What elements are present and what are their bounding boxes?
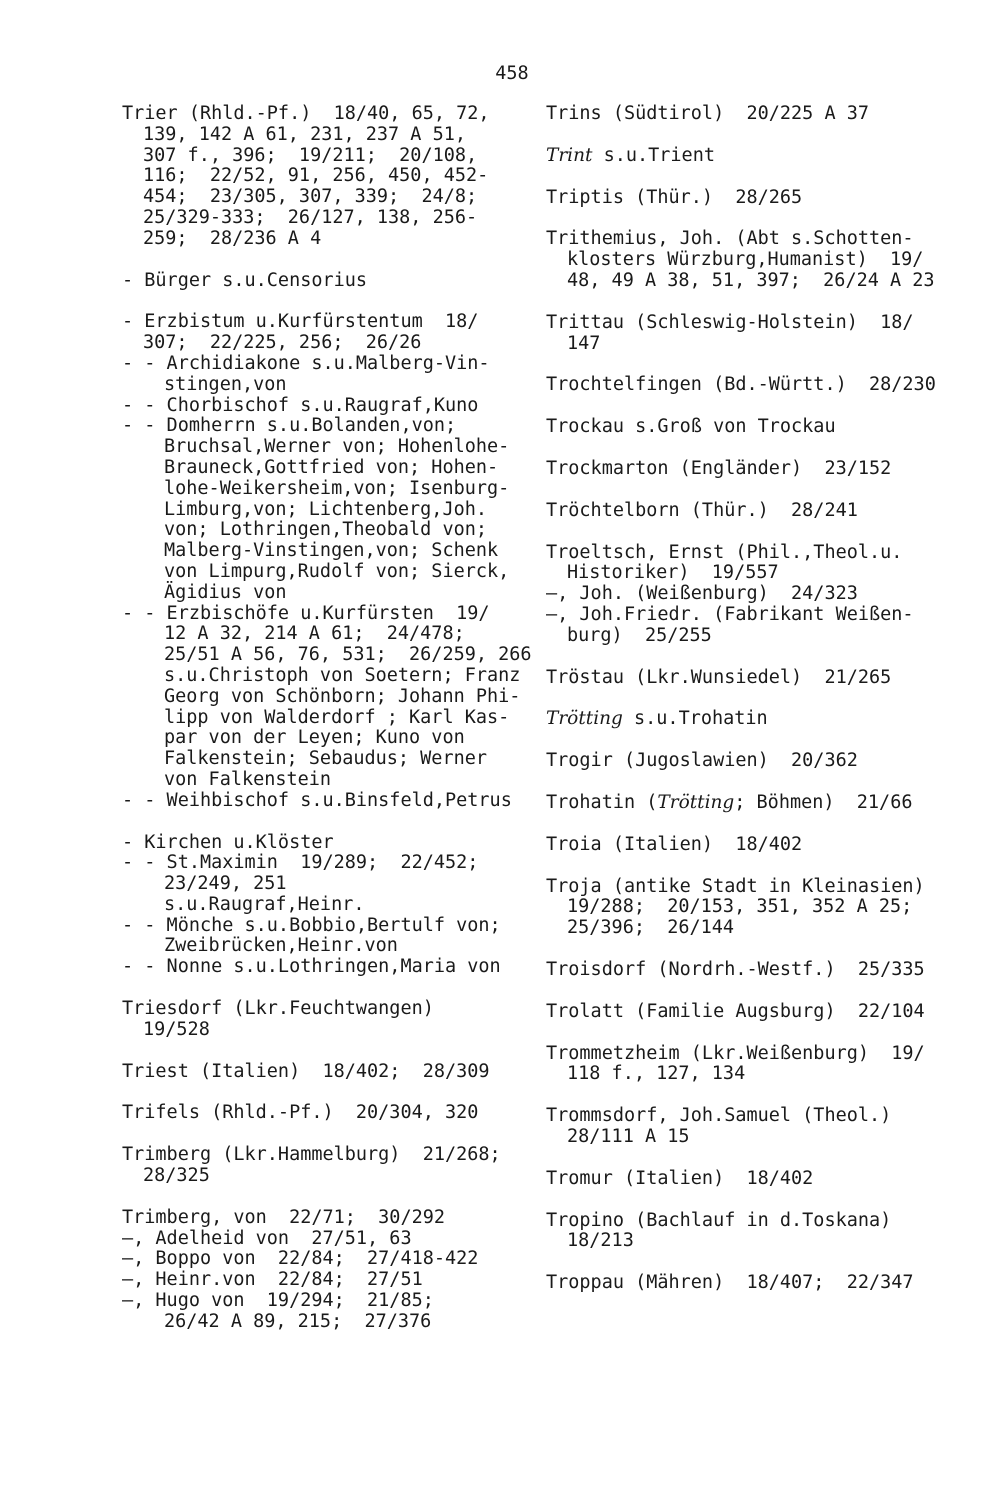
index-entry xyxy=(546,1273,936,1294)
index-line: —, Adelheid von 27/51, 63 xyxy=(122,1227,412,1249)
index-line: 19/288; 20/153, 351, 352 A 25; xyxy=(567,896,913,918)
index-line: 28/111 A 15 xyxy=(567,1125,690,1147)
index-line: Brauneck,Gottfried von; Hohen- xyxy=(164,456,499,478)
index-line: 454; 23/305, 307, 339; 24/8; xyxy=(143,186,478,208)
index-line: von; Lothringen,Theobald von; xyxy=(164,519,488,541)
index-entry xyxy=(546,1002,936,1023)
index-line: stingen,von xyxy=(164,373,287,395)
index-line: - - Archidiakone s.u.Malberg-Vin- xyxy=(122,352,490,374)
index-line: —, Heinr.von 22/84; 27/51 xyxy=(122,1269,423,1291)
index-line: lohe-Weikersheim,von; Isenburg- xyxy=(164,477,510,499)
index-line: von Falkenstein xyxy=(164,768,332,790)
index-line: 23/249, 251 xyxy=(164,873,287,895)
index-line: Trötting s.u.Trohatin xyxy=(546,708,768,730)
index-line: 116; 22/52, 91, 256, 450, 452- xyxy=(143,165,489,187)
index-entry xyxy=(546,459,936,480)
index-line: Ägidius von xyxy=(164,581,287,603)
index-line: —, Boppo von 22/84; 27/418-422 xyxy=(122,1248,479,1270)
index-entry xyxy=(546,417,936,438)
index-line: Triest (Italien) 18/402; 28/309 xyxy=(122,1060,490,1082)
index-entry xyxy=(546,188,936,209)
index-line: burg) 25/255 xyxy=(567,624,712,646)
index-line: 26/42 A 89, 215; 27/376 xyxy=(164,1310,432,1332)
index-line: 48, 49 A 38, 51, 397; 26/24 A 23 xyxy=(567,269,935,291)
index-line: Troisdorf (Nordrh.-Westf.) 25/335 xyxy=(546,958,925,980)
index-line: Trommsdorf, Joh.Samuel (Theol.) xyxy=(546,1105,892,1127)
index-line: - Kirchen u.Klöster xyxy=(122,831,334,853)
index-line: Triesdorf (Lkr.Feuchtwangen) xyxy=(122,998,434,1020)
index-entry xyxy=(122,1103,522,1124)
index-entry xyxy=(546,793,936,814)
index-line: Trittau (Schleswig-Holstein) 18/ xyxy=(546,311,914,333)
index-line: s.u.Christoph von Soetern; Franz xyxy=(164,664,521,686)
index-entry xyxy=(122,999,522,1041)
index-line: Troja (antike Stadt in Kleinasien) xyxy=(546,875,925,897)
index-line: —, Hugo von 19/294; 21/85; xyxy=(122,1290,434,1312)
index-line: —, Joh.Friedr. (Fabrikant Weißen- xyxy=(546,603,914,625)
index-line: Trockmarton (Engländer) 23/152 xyxy=(546,457,892,479)
index-line: 259; 28/236 A 4 xyxy=(143,227,322,249)
index-line: Bruchsal,Werner von; Hohenlohe- xyxy=(164,436,510,458)
index-line: 118 f., 127, 134 xyxy=(567,1063,746,1085)
index-line: Zweibrücken,Heinr.von xyxy=(164,935,398,957)
index-line: 147 xyxy=(567,332,601,354)
index-entry xyxy=(546,751,936,772)
index-line: Tropino (Bachlauf in d.Toskana) xyxy=(546,1209,892,1231)
index-entry xyxy=(546,960,936,981)
index-line: Historiker) 19/557 xyxy=(567,562,779,584)
left-column xyxy=(122,103,532,1354)
index-line: Trochtelfingen (Bd.-Württ.) 28/230 xyxy=(546,374,936,396)
index-line: 25/51 A 56, 76, 531; 26/259, 266 xyxy=(164,644,532,666)
index-line: Trier (Rhld.-Pf.) 18/40, 65, 72, xyxy=(122,103,490,124)
index-entry xyxy=(546,375,936,396)
index-line: Georg von Schönborn; Johann Phi- xyxy=(164,685,521,707)
index-line: - Bürger s.u.Censorius xyxy=(122,269,368,291)
index-entry xyxy=(122,1145,522,1187)
index-entry xyxy=(546,1169,936,1190)
index-line: Trint s.u.Trient xyxy=(546,144,715,166)
index-line: Trimberg, von 22/71; 30/292 xyxy=(122,1206,446,1228)
index-line: 12 A 32, 214 A 61; 24/478; xyxy=(164,623,465,645)
index-line: Falkenstein; Sebaudus; Werner xyxy=(164,748,488,770)
index-entry xyxy=(122,833,522,979)
index-line: - - St.Maximin 19/289; 22/452; xyxy=(122,852,479,874)
index-entry xyxy=(546,543,936,647)
right-column xyxy=(546,104,936,1315)
index-entry xyxy=(122,1208,522,1333)
index-line: - Erzbistum u.Kurfürstentum 18/ xyxy=(122,311,479,333)
index-line: 25/329-333; 26/127, 138, 256- xyxy=(143,206,478,228)
index-line: - - Chorbischof s.u.Raugraf,Kuno xyxy=(122,394,479,416)
index-entry xyxy=(546,709,936,730)
index-line: - - Nonne s.u.Lothringen,Maria von xyxy=(122,956,501,978)
index-line: s.u.Raugraf,Heinr. xyxy=(164,893,365,915)
index-entry xyxy=(546,229,936,291)
index-line: 25/396; 26/144 xyxy=(567,917,735,939)
index-entry xyxy=(122,311,532,811)
index-line: - - Weihbischof s.u.Binsfeld,Petrus xyxy=(122,789,512,811)
index-entry xyxy=(546,877,936,939)
index-line: Trithemius, Joh. (Abt s.Schotten- xyxy=(546,228,914,250)
index-entry xyxy=(546,146,936,167)
index-line: klosters Würzburg,Humanist) 19/ xyxy=(567,249,924,271)
index-line: Tröchtelborn (Thür.) 28/241 xyxy=(546,499,858,521)
index-line: 28/325 xyxy=(143,1165,210,1187)
index-line: - - Erzbischöfe u.Kurfürsten 19/ xyxy=(122,602,490,624)
index-line: —, Joh. (Weißenburg) 24/323 xyxy=(546,583,858,605)
index-line: 307 f., 396; 19/211; 20/108, xyxy=(143,144,478,166)
index-line: 139, 142 A 61, 231, 237 A 51, xyxy=(143,123,467,145)
index-line: Trimberg (Lkr.Hammelburg) 21/268; xyxy=(122,1144,501,1166)
index-entry xyxy=(546,1211,936,1253)
index-line: Triptis (Thür.) 28/265 xyxy=(546,186,803,208)
page-number: 458 xyxy=(495,63,529,84)
index-entry xyxy=(122,104,522,250)
index-line: - - Domherrn s.u.Bolanden,von; xyxy=(122,415,457,437)
index-line: von Limpurg,Rudolf von; Sierck, xyxy=(164,560,510,582)
index-line: - - Mönche s.u.Bobbio,Bertulf von; xyxy=(122,914,501,936)
index-entry xyxy=(546,313,936,355)
index-line: Troppau (Mähren) 18/407; 22/347 xyxy=(546,1272,914,1294)
index-entry xyxy=(122,271,522,292)
index-line: Trins (Südtirol) 20/225 A 37 xyxy=(546,103,870,124)
index-entry xyxy=(546,1044,936,1086)
index-line: Limburg,von; Lichtenberg,Joh. xyxy=(164,498,488,520)
index-entry xyxy=(122,1062,522,1083)
index-line: Troia (Italien) 18/402 xyxy=(546,833,803,855)
index-line: Trohatin (Trötting; Böhmen) 21/66 xyxy=(546,791,913,813)
index-line: 19/528 xyxy=(143,1018,210,1040)
index-line: Malberg-Vinstingen,von; Schenk xyxy=(164,540,499,562)
index-line: Trogir (Jugoslawien) 20/362 xyxy=(546,750,858,772)
index-line: lipp von Walderdorf ; Karl Kas- xyxy=(164,706,510,728)
index-line: Trolatt (Familie Augsburg) 22/104 xyxy=(546,1000,925,1022)
index-line: par von der Leyen; Kuno von xyxy=(164,727,465,749)
index-line: Tröstau (Lkr.Wunsiedel) 21/265 xyxy=(546,666,892,688)
index-entry xyxy=(546,104,936,125)
index-entry xyxy=(546,835,936,856)
index-line: Tromur (Italien) 18/402 xyxy=(546,1167,814,1189)
index-line: 18/213 xyxy=(567,1230,634,1252)
index-line: Troeltsch, Ernst (Phil.,Theol.u. xyxy=(546,541,903,563)
index-entry xyxy=(546,501,936,522)
index-line: Trockau s.Groß von Trockau xyxy=(546,416,836,438)
index-line: Trommetzheim (Lkr.Weißenburg) 19/ xyxy=(546,1042,925,1064)
index-entry xyxy=(546,668,936,689)
index-line: 307; 22/225, 256; 26/26 xyxy=(143,332,422,354)
index-entry xyxy=(546,1106,936,1148)
index-line: Trifels (Rhld.-Pf.) 20/304, 320 xyxy=(122,1102,479,1124)
